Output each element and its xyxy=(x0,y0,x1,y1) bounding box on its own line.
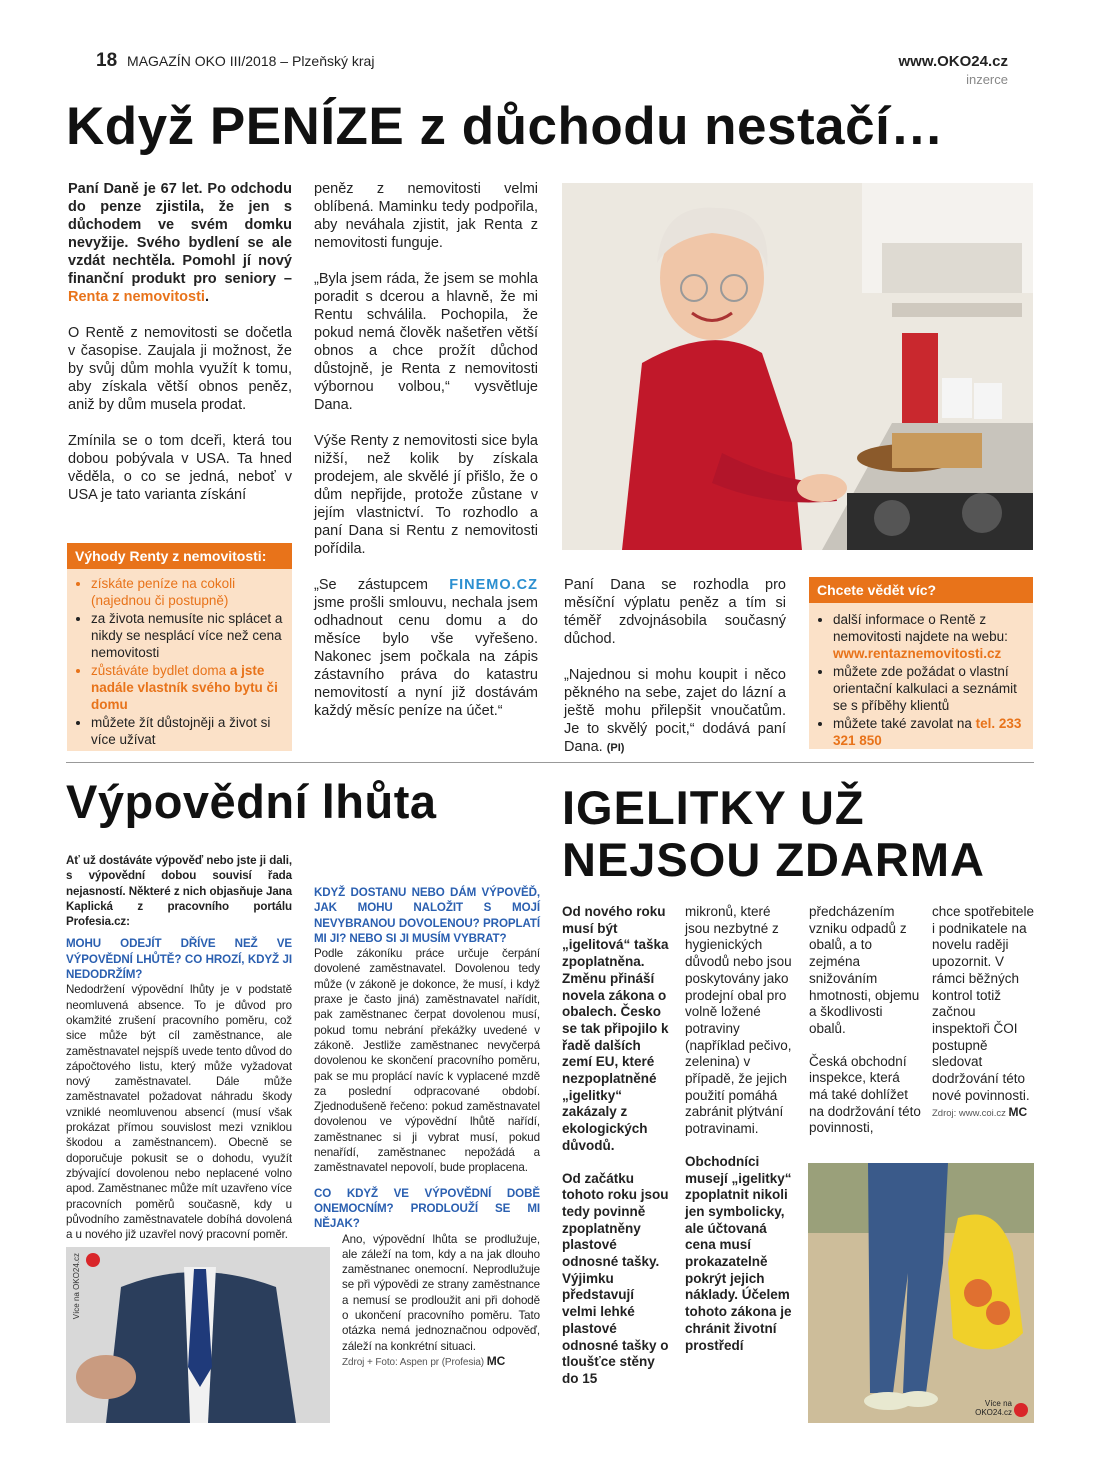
info-list xyxy=(809,603,1033,756)
article3-col1-p2: Od začátku tohoto roku jsou tedy povinně zpoplatněny plastové odnosné tašky. Výjimku představují velmi lehké plastové odnosné tašky o tloušťce stěny do 15 xyxy=(562,1170,669,1386)
article3-col1-p1: Od nového roku musí být „igelitová“ taška zpoplatněna. Změnu přináší novela zákona o obalech. Česko se tak připojilo k řadě dalších zemí EU, které nezpoplatněné „igelitky“ zakázaly z ekologických důvodů. xyxy=(562,904,669,1153)
benefits-title: Výhody Renty z nemovitosti: xyxy=(67,543,292,569)
benefit-item: • zůstáváte bydlet doma a jste nadále vlastník svého bytu či domu xyxy=(91,662,286,713)
article2-a3: Ano, výpovědní lhůta se prodlužuje, ale záleží na tom, kdy a na jak dlouho zaměstnanec onemocní. Neprodlužuje se při výpovědi ze strany zaměstnance a nemusí se prodloužit ani při dohodě o ukončení pracovního poměru. Tato otázka nemá jednoznačnou odpověď, záleží na konkrétní situaci. xyxy=(342,1232,540,1353)
article2-source: Zdroj + Foto: Aspen pr (Profesia) MC xyxy=(342,1353,506,1368)
renta-website-link[interactable]: www.rentaznemovitosti.cz xyxy=(833,646,1002,661)
article1-col3 xyxy=(564,576,786,757)
benefits-list xyxy=(67,569,292,755)
info-box xyxy=(809,577,1033,749)
info-title: Chcete vědět víc? xyxy=(809,577,1033,603)
finemo-brand: FINEMO.CZ xyxy=(449,577,538,593)
page-header xyxy=(96,50,374,72)
section-divider xyxy=(66,762,1034,763)
info-item: • můžete také zavolat na tel. 233 321 850 xyxy=(833,715,1027,749)
article3-source: Zdroj: www.coi.cz MC xyxy=(932,1105,1028,1120)
article1-title: Když PENÍZE z důchodu nestačí… xyxy=(66,97,944,156)
info-item: • můžete zde požádat o vlastní orientační kalkulaci a seznámit se s příběhy klientů xyxy=(833,663,1027,714)
renta-link[interactable]: Renta z nemovitosti xyxy=(68,289,205,305)
ad-label: inzerce xyxy=(966,72,1008,87)
article2-intro: Ať už dostáváte výpověď nebo jste ji dali, s výpovědní dobou souvisí řada nejasností. Některé z nich objasňuje Jana Kaplická z pracovního portálu Profesia.cz: xyxy=(66,854,292,929)
photo-plastic-bag xyxy=(808,1163,1034,1423)
article1-col3-p2: „Najednou si mohu koupit i něco pěkného na sebe, zajet do lázní a ještě mohu přilepšit vnoučatům. Je to skvělý pocit,“ dodává paní Dana. (PI) xyxy=(564,667,786,755)
benefit-item: • za života nemusíte nic splácet a nikdy se nesplácí více než cena nemovitosti xyxy=(91,610,286,661)
website-link[interactable]: www.OKO24.cz xyxy=(898,53,1008,70)
article3-col4 xyxy=(932,904,1036,1123)
article3-title: IGELITKY UŽ NEJSOU ZDARMA xyxy=(562,781,985,886)
article1-p2: Zmínila se o tom dceři, která tou dobou pobývala v USA. Ta hned věděla, o co se jedná, neboť v USA je tato varianta získání xyxy=(68,433,292,503)
benefits-box xyxy=(67,543,292,751)
article3-col2 xyxy=(685,904,795,1354)
article1-lead: Paní Daně je 67 let. Po odchodu do penze zjistila, že jen s důchodem ve svém domku nevyžije. Svého bydlení se ale vzdát nechtěla. Pomohl jí nový finanční produkt pro seniory – Renta z nemovitosti. xyxy=(68,181,292,305)
article3-col1 xyxy=(562,904,672,1388)
article2-q3: CO KDYŽ VE VÝPOVĚDNÍ DOBĚ ONEMOCNÍM? PRODLOUŽÍ SE MI NĚJAK? xyxy=(314,1186,540,1231)
more-on-oko24-label[interactable]: Více na OKO24.cz xyxy=(975,1399,1012,1417)
article1-col3-p1: Paní Dana se rozhodla pro měsíční výplatu peněz a tím si téměř zdvojnásobila současný důchod. xyxy=(564,577,786,647)
article3-col3-p1: předcházením vzniku odpadů z obalů, a to zejména snižováním hmotnosti, objemu a škodlivosti obalů. xyxy=(809,904,920,1036)
info-item: • další informace o Rentě z nemovitosti najdete na webu: www.rentaznemovitosti.cz xyxy=(833,611,1027,662)
benefit-item: • získáte peníze na cokoli (najednou či postupně) xyxy=(91,575,286,609)
more-on-oko24-label[interactable]: Více na OKO24.cz xyxy=(72,1253,81,1320)
article1-col2-p4: „Se zástupcem FINEMO.CZ jsme prošli smlouvu, nechala jsem odhadnout cenu domu a do měsíce bylo vše vyřešeno. Nakonec jsem počkala na zápis zástavního práva do katastru nemovitostí a nyní již dostávám každý měsíc peníze na účet.“ xyxy=(314,577,538,719)
article1-p1: O Rentě z nemovitosti se dočetla v časopise. Zaujala ji možnost, že by svůj dům mohla využít k tomu, aby získala větší obnos peněz, aniž by dům musela prodat. xyxy=(68,325,292,413)
phone-link[interactable]: tel. 233 321 850 xyxy=(833,716,1022,748)
page-number: 18 xyxy=(96,50,118,71)
magazine-name: MAGAZÍN OKO III/2018 – Plzeňský kraj xyxy=(127,53,375,69)
article2-col1 xyxy=(66,853,292,1242)
article2-q2: KDYŽ DOSTANU NEBO DÁM VÝPOVĚĎ, JAK MOHU NALOŽIT S MOJÍ NEVYBRANOU DOVOLENOU? PROPLATÍ MI JI? NEBO SI JI MUSÍM VYBRAT? xyxy=(314,886,540,945)
photo-senior-woman-kitchen xyxy=(562,183,1033,550)
benefit-item: • můžete žít důstojněji a život si více užívat xyxy=(91,714,286,748)
article3-col3 xyxy=(809,904,921,1137)
article2-q1: MOHU ODEJÍT DŘÍVE NEŽ VE VÝPOVĚDNÍ LHŮTĚ? CO HROZÍ, KDYŽ JI NEDODRŽÍM? xyxy=(66,937,292,982)
article3-col2-p1: mikronů, které jsou nezbytné z hygienických důvodů nebo jsou poskytovány jako prodejní obal pro volně ložené potraviny (například pečivo, zelenina) v případě, že jejich použití pomáhá zabránit plýtvání potravinami. xyxy=(685,904,792,1137)
article2-a2: Podle zákoníku práce určuje čerpání dovolené zaměstnavatel. Dovolenou tedy může (v zákoně je dokonce, že musí, i když praxe je často jiná) zaměstnavatel nařídit, pak zaměstnanec čerpat dovolenou musí, pokud tomu nebrání překážky uvedené v zákoně. Jestliže zaměstnanec nevyčerpá dovolenou ke skončení pracovního poměru, pak se mu proplácí navíc k vyplacené mzdě za poslední odpracované období. Zjednodušeně řečeno: pokud zaměstnavatel dovolenou ve výpovědní lhůtě nařídí, zaměstnanec si ji vybrat musí, pokud nenařídí, zaměstnanec nepožádá a zaměstnavatel nepovolí, bude proplacena. xyxy=(314,947,540,1175)
article2-a1: Nedodržení výpovědní lhůty je v podstatě neomluvená absence. To je důvod pro okamžité zrušení pracovního poměru, což sice může být cíl zaměstnance, ale zaměstnavatel nejspíš uvede tento důvod do zápočtového listu, který může vyžadovat nový zaměstnavatel. Dále může zaměstnavatel požadovat náhradu škody vzniklé neomluvenou absencí (musí však prokázat přímou souvislost mezi vzniklou škodou a zaměstnancem). Obecně se doporučuje pokusit se o dohodu, využít zbývající dovolenou nebo neplacené volno apod. Zaměstnanec může mít uzavřeno více pracovních poměrů současně, kdy u původního zaměstnavatele dobíhá dovolená a u nového již uzavřel nový pracovní poměr. xyxy=(66,983,292,1242)
article2-title: Výpovědní lhůta xyxy=(66,775,437,828)
article3-col2-p2: Obchodníci musejí „igelitky“ zpoplatnit nikoli jen symbolicky, ale účtovaná cena musí prokazatelně pokrýt jejich náklady. Účelem tohoto zákona je chránit životní prostředí xyxy=(685,1153,792,1353)
article3-col4-p1: chce spotřebitele i podnikatele na novelu raději upozornit. V rámci běžných kontrol totiž začnou inspektoři ČOI postupně sledovat dodržování této nové povinnosti. xyxy=(932,904,1035,1103)
article1-col2-p3: Výše Renty z nemovitosti sice byla nižší, než kolik by získala prodejem, ale skvělé jí přišlo, že o dům nepřijde, protože zůstane v jejím vlastnictví. To rozhodlo a paní Dana si Rentu z nemovitosti pořídila. xyxy=(314,433,538,557)
oko24-logo-icon xyxy=(86,1253,100,1267)
article1-col2-p2: „Byla jsem ráda, že jsem se mohla poradit s dcerou a hlavně, že mi Rentu schválila. Pochopila, že pokud nemá člověk našetřen větší obnos a chce prožít důchod důstojně, je Renta z nemovitosti výbornou volbou,“ vysvětluje Dana. xyxy=(314,271,538,413)
photo-businessman-pointing xyxy=(66,1247,330,1423)
article1-col1 xyxy=(68,180,292,504)
article1-col2-p1: peněz z nemovitosti velmi oblíbená. Maminku tedy podpořila, aby neváhala zjistit, jak Renta z nemovitosti funguje. xyxy=(314,181,538,251)
article1-col2 xyxy=(314,180,538,720)
oko24-logo-icon xyxy=(1014,1403,1028,1417)
article2-col2 xyxy=(314,885,540,1370)
article3-col3-p2: Česká obchodní inspekce, která má také dohlížet na dodržování této povinnosti, xyxy=(809,1053,921,1136)
